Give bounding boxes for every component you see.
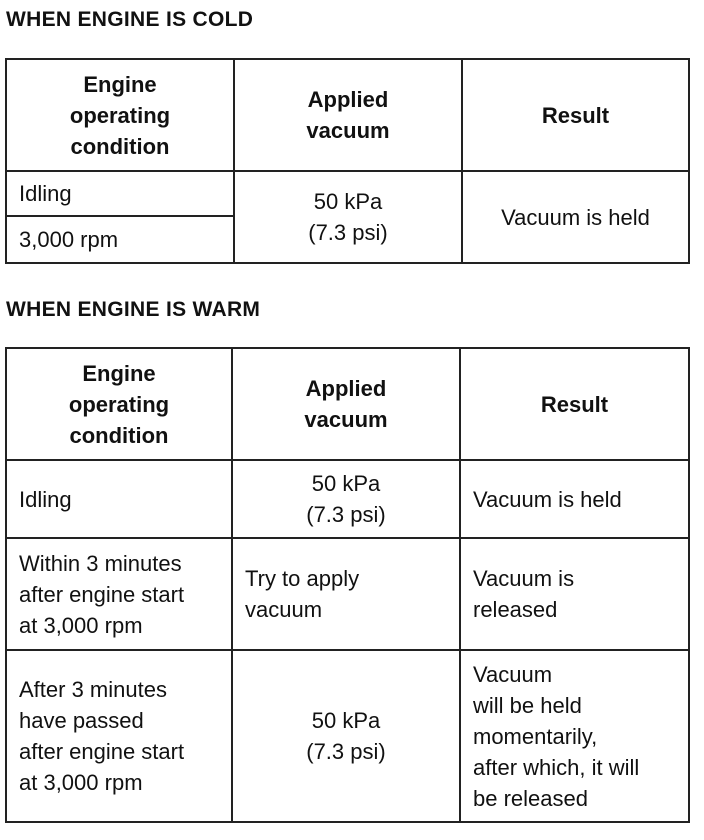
header-engine-operating-condition: Engine operating condition — [6, 59, 234, 171]
table-row — [6, 650, 689, 822]
table-header-row — [6, 348, 689, 460]
result-cell: Vacuum will be held momentarily, after which, it will be released — [460, 650, 689, 822]
applied-vacuum-cell: 50 kPa (7.3 psi) — [232, 650, 460, 822]
condition-cell: Within 3 minutes after engine start at 3,000 rpm — [6, 538, 232, 650]
header-applied-vacuum: Applied vacuum — [232, 348, 460, 460]
table-row — [6, 538, 689, 650]
result-cell: Vacuum is released — [460, 538, 689, 650]
applied-vacuum-cell: 50 kPa (7.3 psi) — [232, 460, 460, 538]
table-header-row — [6, 59, 689, 171]
header-result: Result — [460, 348, 689, 460]
table-row — [6, 171, 689, 216]
warm-engine-table — [5, 347, 690, 823]
header-engine-operating-condition: Engine operating condition — [6, 348, 232, 460]
table-row — [6, 460, 689, 538]
cold-engine-table — [5, 58, 690, 264]
result-cell: Vacuum is held — [460, 460, 689, 538]
applied-vacuum-cell: Try to apply vacuum — [232, 538, 460, 650]
result-cell: Vacuum is held — [462, 171, 689, 263]
header-applied-vacuum: Applied vacuum — [234, 59, 462, 171]
condition-cell: Idling — [6, 460, 232, 538]
condition-cell: After 3 minutes have passed after engine start at 3,000 rpm — [6, 650, 232, 822]
cold-section-heading: WHEN ENGINE IS COLD — [6, 8, 254, 31]
header-result: Result — [462, 59, 689, 171]
condition-cell: 3,000 rpm — [6, 216, 234, 263]
warm-section-heading: WHEN ENGINE IS WARM — [6, 298, 261, 321]
condition-cell: Idling — [6, 171, 234, 216]
applied-vacuum-cell: 50 kPa (7.3 psi) — [234, 171, 462, 263]
